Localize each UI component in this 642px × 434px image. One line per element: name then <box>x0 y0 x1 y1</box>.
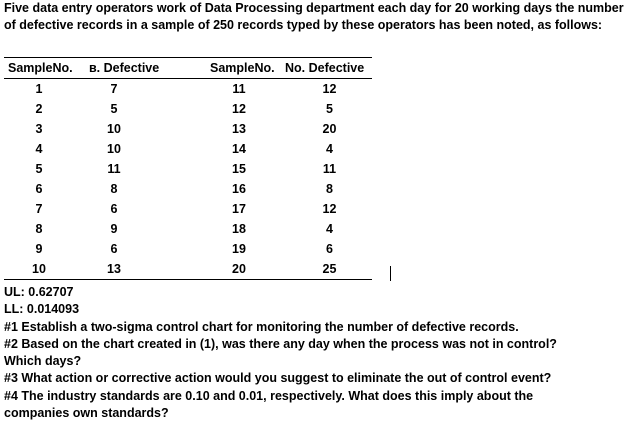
cell-sample: 14 <box>232 142 246 156</box>
cell-sample: 8 <box>35 222 43 236</box>
table-row <box>4 119 372 139</box>
cell-defective: 4 <box>326 142 333 156</box>
upper-limit: UL: 0.62707 <box>4 285 74 299</box>
table-row <box>4 199 372 219</box>
cell-sample: 10 <box>32 262 46 276</box>
cell-defective: 9 <box>110 222 118 236</box>
table-row <box>4 159 372 179</box>
question-4: #4 The industry standards are 0.10 and 0.01, respectively. What does this imply about the <box>4 388 534 403</box>
cell-sample: 11 <box>232 82 246 96</box>
cell-defective: 6 <box>326 242 333 256</box>
cell-sample: 2 <box>35 102 43 116</box>
cell-defective: 10 <box>107 122 121 136</box>
cell-sample: 6 <box>35 182 43 196</box>
cell-defective: 5 <box>326 102 333 116</box>
cell-sample: 17 <box>232 202 246 216</box>
header-sample-no-2: SampleNo. <box>210 61 275 75</box>
cell-defective: 12 <box>322 202 337 216</box>
cell-defective: 5 <box>110 102 118 116</box>
question-2: #2 Based on the chart created in (1), was there any day when the process was not in control? <box>4 336 557 351</box>
questions-section <box>4 284 634 422</box>
cell-sample: 20 <box>232 262 246 276</box>
cell-defective: 13 <box>107 262 121 276</box>
header-sample-no-1: SampleNo. <box>8 61 73 75</box>
question-2-continued: Which days? <box>4 354 82 369</box>
lower-limit: LL: 0.014093 <box>4 302 80 317</box>
table-row <box>4 179 372 199</box>
table-header-row <box>4 58 372 79</box>
cell-defective: 11 <box>107 162 121 176</box>
cell-defective: 7 <box>110 82 118 96</box>
intro-paragraph: Five data entry operators work of Data Processing department each day for 20 working days the number of defective records in a sample of 250 records typed by these operators has been noted, as follows: <box>4 1 624 32</box>
cell-sample: 9 <box>35 242 43 256</box>
table-row <box>4 99 372 119</box>
cell-defective: 10 <box>107 142 121 156</box>
text-cursor <box>390 266 391 281</box>
table-row <box>4 239 372 259</box>
cell-defective: 8 <box>110 182 118 196</box>
table-row <box>4 139 372 159</box>
cell-sample: 19 <box>232 242 246 256</box>
cell-sample: 4 <box>35 142 43 156</box>
cell-defective: 8 <box>326 182 333 196</box>
cell-defective: 4 <box>326 222 333 236</box>
defects-table <box>4 57 372 280</box>
cell-sample: 12 <box>232 102 246 116</box>
question-4-continued: companies own standards? <box>4 406 169 421</box>
table-row <box>4 259 372 280</box>
header-defective-1: в. Defective <box>89 61 160 75</box>
header-defective-2: No. Defective <box>285 61 365 75</box>
cell-sample: 1 <box>35 82 43 96</box>
cell-sample: 13 <box>232 122 246 136</box>
question-1: #1 Establish a two-sigma control chart for monitoring the number of defective records. <box>4 319 519 334</box>
cell-defective: 12 <box>322 82 337 96</box>
cell-defective: 20 <box>322 122 337 136</box>
cell-sample: 16 <box>232 182 246 196</box>
cell-sample: 18 <box>232 222 246 236</box>
cell-sample: 3 <box>35 122 43 136</box>
cell-defective: 6 <box>110 242 118 256</box>
cell-sample: 7 <box>35 202 43 216</box>
cell-sample: 15 <box>232 162 246 176</box>
cell-defective: 11 <box>322 162 337 176</box>
table-row <box>4 79 372 99</box>
question-3: #3 What action or corrective action would you suggest to eliminate the out of control event? <box>4 371 552 386</box>
table-row <box>4 219 372 239</box>
cell-defective: 6 <box>110 202 118 216</box>
cell-defective: 25 <box>322 262 337 276</box>
cell-sample: 5 <box>35 162 43 176</box>
